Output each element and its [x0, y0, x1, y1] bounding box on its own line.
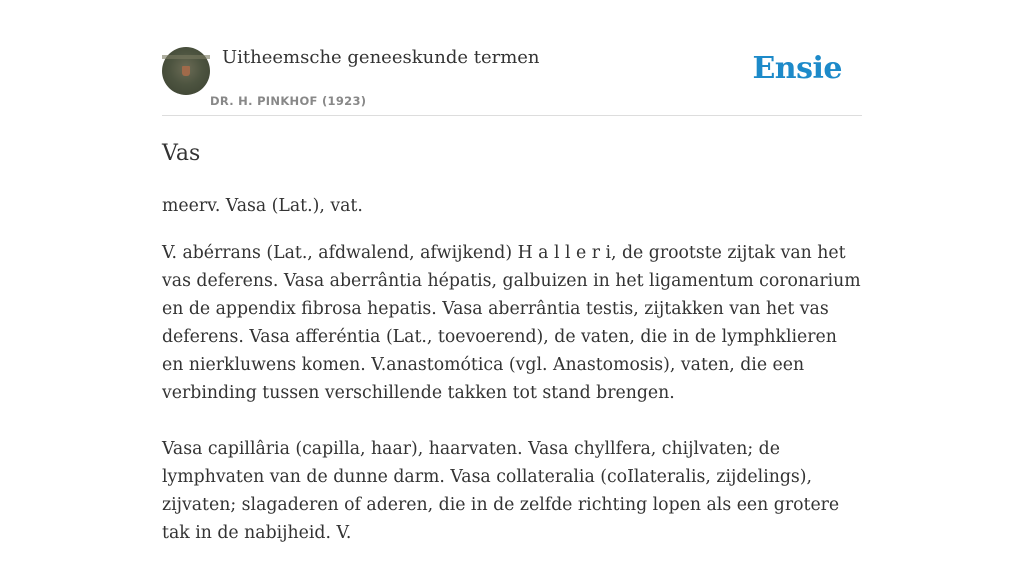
page-container [162, 0, 862, 543]
book-cover-image[interactable] [162, 47, 210, 95]
entry-paragraph-definitions-1: V. abérrans (Lat., afdwalend, afwijkend) H a l l e r i, de grootste zijtak van het vas deferens. Vasa aberrântia hépatis, galbuizen in het ligamentum coronarium en de appendix fibrosa hepatis. Vasa aberrântia testis, zijtakken van het vas deferens. Vasa afferéntia (Lat., toevoerend), de vaten, die in de lymphklieren en nierkluwens komen. V.anastomótica (vgl. Anastomosis), vaten, die een verbinding tussen verschillende takken tot stand brengen. [162, 243, 861, 403]
book-header [162, 0, 862, 116]
ensie-logo[interactable]: Ensie [752, 51, 842, 86]
cover-emblem-icon [182, 66, 190, 76]
entry-paragraph-definitions-2: Vasa capillâria (capilla, haar), haarvaten. Vasa chyllfera, chijlvaten; de lymphvaten van de dunne darm. Vasa collateralia (coIlateralis, zijdelings), zijvaten; slagaderen of aderen, die in de zelfde richting lopen als een grotere tak in de nabijheid. V. [162, 439, 840, 543]
entry-title: Vas [162, 141, 201, 166]
entry-body [162, 192, 862, 566]
cover-band [162, 55, 210, 59]
entry-paragraph-plural: meerv. Vasa (Lat.), vat. [162, 196, 363, 216]
book-author: DR. H. PINKHOF (1923) [210, 94, 367, 108]
book-title[interactable]: Uitheemsche geneeskunde termen [222, 47, 540, 68]
